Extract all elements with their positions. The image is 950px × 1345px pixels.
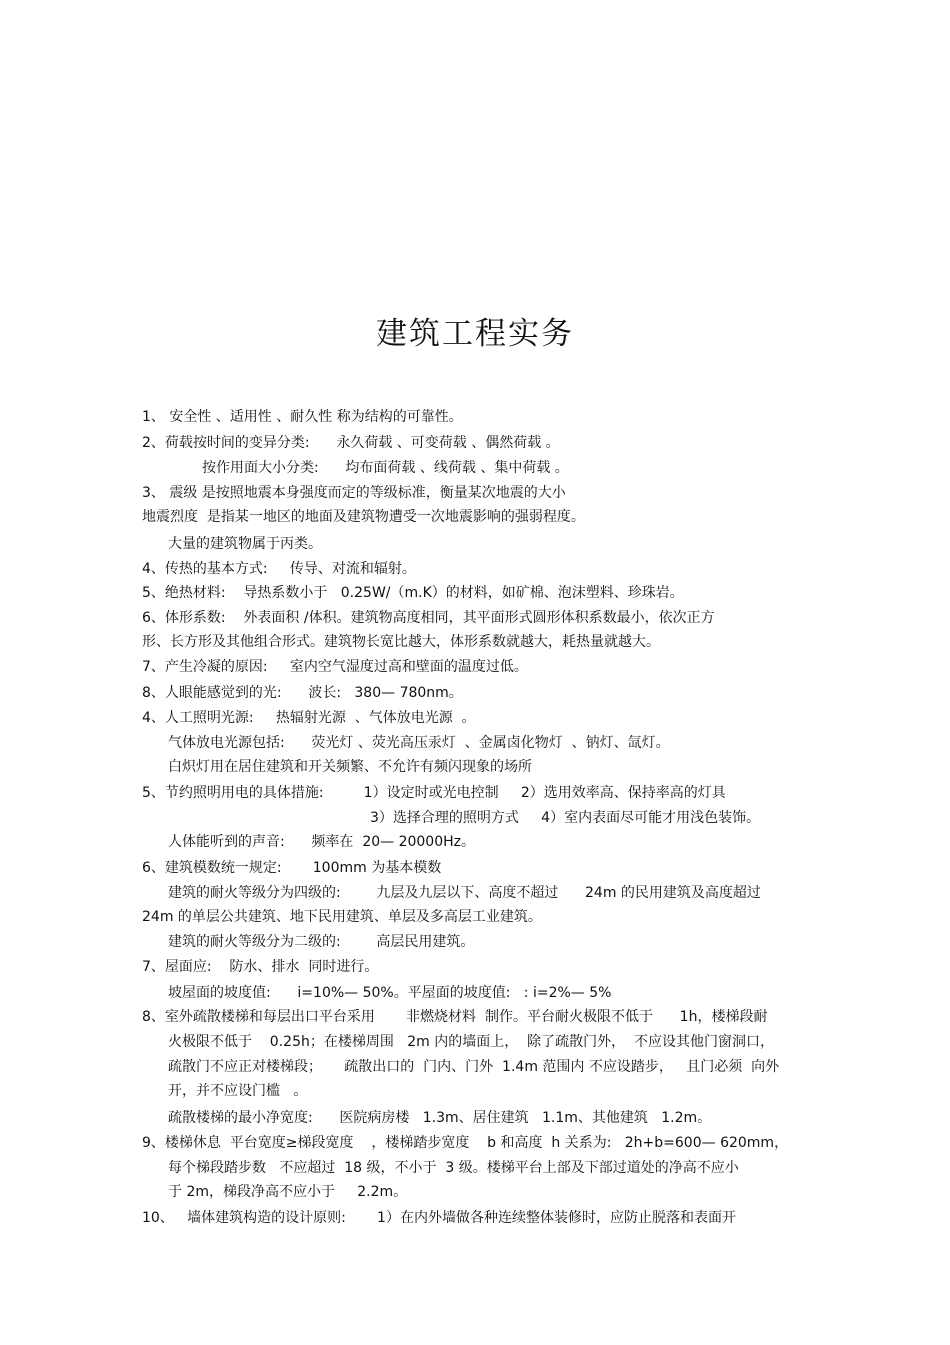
text-line: 于 2m，梯段净高不应小于 2.2m。: [168, 1184, 408, 1200]
document-title: 建筑工程实务: [376, 316, 574, 352]
text-line: 建筑的耐火等级分为二级的: 高层民用建筑。: [168, 934, 475, 950]
text-line: 大量的建筑物属于丙类。: [168, 536, 322, 552]
text-line: 3、 震级 是按照地震本身强度而定的等级标准，衡量某次地震的大小: [142, 485, 566, 501]
text-line: 按作用面大小分类: 均布面荷载 、线荷载 、集中荷载 。: [202, 460, 569, 476]
text-line: 5、节约照明用电的具体措施: 1）设定时或光电控制 2）选用效率高、保持率高的灯具: [142, 785, 726, 801]
text-line: 白炽灯用在居住建筑和开关频繁、不允许有频闪现象的场所: [168, 759, 532, 775]
text-line: 9、楼梯休息 平台宽度≥梯段宽度 ，楼梯踏步宽度 b 和高度 h 关系为: 2h+b=600— 620mm，: [142, 1135, 789, 1151]
text-line: 24m 的单层公共建筑、地下民用建筑、单层及多高层工业建筑。: [142, 909, 542, 925]
text-line: 1、 安全性 、适用性 、耐久性 称为结构的可靠性。: [142, 409, 463, 425]
text-line: 2、荷载按时间的变异分类: 永久荷载 、可变荷载 、偶然荷载 。: [142, 435, 560, 451]
text-line: 气体放电光源包括: 荧光灯 、荧光高压汞灯 、金属卤化物灯 、钠灯、氙灯。: [168, 735, 670, 751]
text-line: 5、绝热材料: 导热系数小于 0.25W/（m.K）的材料，如矿棉、泡沫塑料、珍珠岩。: [142, 585, 684, 601]
text-line: 7、产生冷凝的原因: 室内空气湿度过高和壁面的温度过低。: [142, 659, 528, 675]
text-line: 8、室外疏散楼梯和每层出口平台采用 非燃烧材料 制作。平台耐火极限不低于 1h，楼梯段耐: [142, 1009, 768, 1025]
text-line: 3）选择合理的照明方式 4）室内表面尽可能才用浅色装饰。: [370, 810, 761, 826]
text-line: 火极限不低于 0.25h；在楼梯周围 2m 内的墙面上， 除了疏散门外， 不应设其他门窗洞口，: [168, 1034, 774, 1050]
text-line: 4、人工照明光源: 热辐射光源 、气体放电光源 。: [142, 710, 476, 726]
text-line: 8、人眼能感觉到的光: 波长: 380— 780nm。: [142, 685, 463, 701]
text-line: 4、传热的基本方式: 传导、对流和辐射。: [142, 561, 416, 577]
text-line: 10、 墙体建筑构造的设计原则: 1）在内外墙做各种连续整体装修时，应防止脱落和表面开: [142, 1210, 736, 1226]
text-line: 疏散门不应正对楼梯段； 疏散出口的 门内、门外 1.4m 范围内 不应设踏步， 且门必须 向外: [168, 1059, 780, 1075]
text-line: 坡屋面的坡度值: i=10%— 50%。平屋面的坡度值: : i=2%— 5%: [168, 985, 612, 1001]
text-line: 6、建筑模数统一规定: 100mm 为基本模数: [142, 860, 442, 876]
text-line: 建筑的耐火等级分为四级的: 九层及九层以下、高度不超过 24m 的民用建筑及高度超过: [168, 885, 761, 901]
text-line: 形、长方形及其他组合形式。建筑物长宽比越大，体形系数就越大，耗热量就越大。: [142, 634, 660, 650]
text-line: 疏散楼梯的最小净宽度: 医院病房楼 1.3m、居住建筑 1.1m、其他建筑 1.2m。: [168, 1110, 712, 1126]
text-line: 7、屋面应: 防水、排水 同时进行。: [142, 959, 379, 975]
text-line: 人体能听到的声音: 频率在 20— 20000Hz。: [168, 834, 475, 850]
text-line: 开，并不应设门槛 。: [168, 1083, 308, 1099]
text-line: 每个梯段踏步数 不应超过 18 级，不小于 3 级。楼梯平台上部及下部过道处的净高不应小: [168, 1160, 739, 1176]
text-line: 地震烈度 是指某一地区的地面及建筑物遭受一次地震影响的强弱程度。: [142, 509, 585, 525]
text-line: 6、体形系数: 外表面积 /体积。建筑物高度相同，其平面形式圆形体积系数最小，依次正方: [142, 610, 715, 626]
